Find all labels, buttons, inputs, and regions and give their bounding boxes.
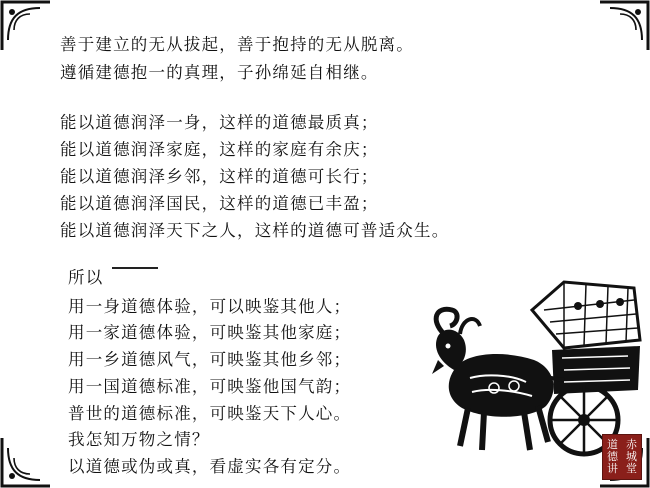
underline-mark [112, 267, 158, 269]
poem-line: 能以道德润泽家庭，这样的家庭有余庆； [60, 140, 379, 159]
poem-line: 用一家道德体验，可映鉴其他家庭； [68, 323, 352, 342]
seal-char: 城 [626, 450, 637, 463]
corner-ornament-top-left [0, 0, 52, 52]
poem-line: 善于建立的无从拔起，善于抱持的无从脱离。 [60, 35, 414, 54]
corner-ornament-bottom-left [0, 436, 52, 488]
poem-line: 遵循建德抱一的真理，子孙绵延自相继。 [60, 63, 379, 82]
poem-line: 用一身道德体验，可以映鉴其他人； [68, 297, 352, 316]
seal-char: 德 [607, 450, 618, 463]
poem-line: 用一乡道德风气，可映鉴其他乡邻； [68, 350, 352, 369]
red-seal-stamp [602, 434, 642, 480]
corner-ornament-top-right [598, 0, 650, 52]
poem-line: 能以道德润泽一身，这样的道德最质真； [60, 113, 379, 132]
poem-line: 能以道德润泽天下之人，这样的道德可普适众生。 [60, 221, 450, 240]
seal-char: 道 [607, 438, 618, 451]
poem-line: 能以道德润泽乡邻，这样的道德可长行； [60, 167, 379, 186]
poem-line: 我怎知万物之情？ [68, 430, 210, 449]
seal-char: 讲 [607, 462, 618, 475]
seal-char: 堂 [626, 462, 637, 475]
poem-line: 普世的道德标准，可映鉴天下人心。 [68, 404, 352, 423]
poem-line: 能以道德润泽国民，这样的道德已丰盈； [60, 194, 379, 213]
seal-char: 赤 [626, 438, 637, 451]
poem-line: 所以 [68, 268, 104, 287]
poem-line: 以道德或伪或真，看虚实各有定分。 [68, 457, 352, 476]
poem-line: 用一国道德标准，可映鉴他国气韵； [68, 377, 352, 396]
